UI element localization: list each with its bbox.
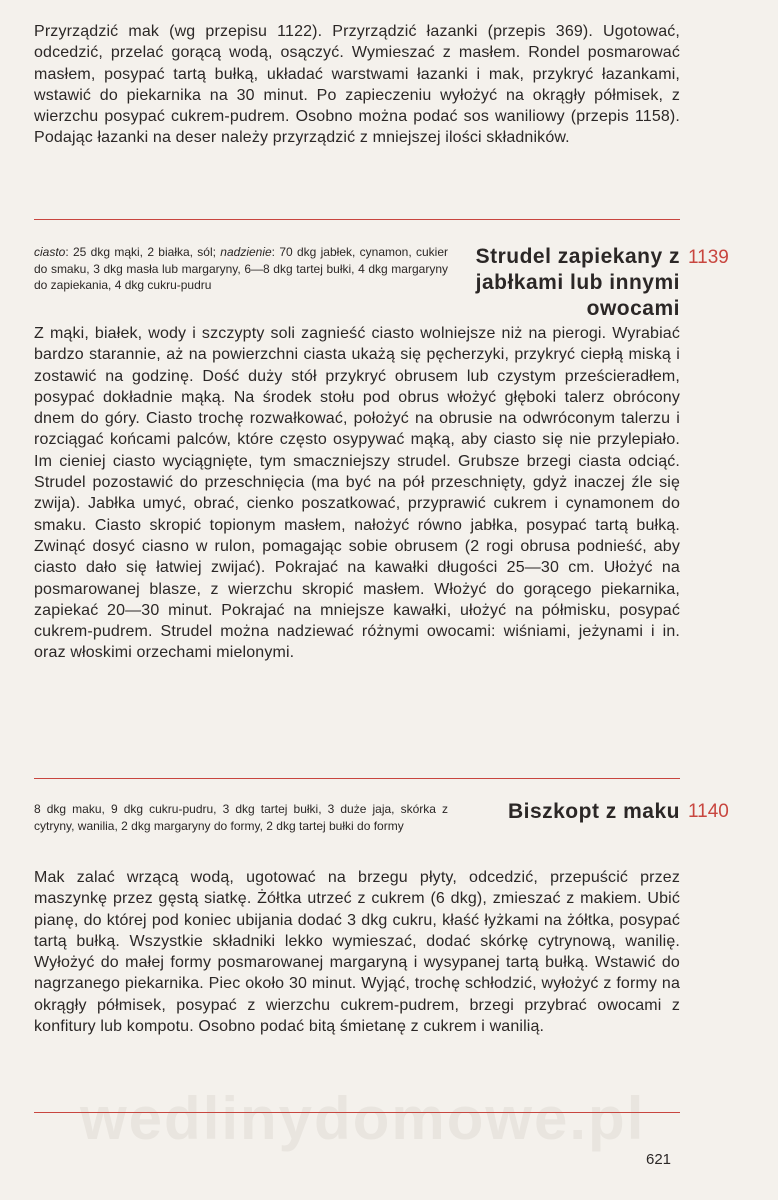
ingredients-filling-text: : 70 dkg jabłek, cynamon, cukier do smaku, 3 dkg masła lub margaryny, 6—8 dkg tartej bułki, 4 dkg margaryny do zapiekania, 4 dkg cukru-pudru: [34, 245, 448, 292]
page-number: 621: [646, 1151, 672, 1168]
intro-paragraph: Przyrządzić mak (wg przepisu 1122). Przyrządzić łazanki (przepis 369). Ugotować, odcedzić, przelać gorącą wodą, osączyć. Wymieszać z masłem. Rondel posmarować masłem, posypać tartą bułką, układać warstwami łazanki i mak, przykryć łazankami, wstawić do piekarnika na 30 minut. Po zapieczeniu wyłożyć na okrągły półmisek, z wierzchu posypać cukrem-pudrem. Osobno można podać sos waniliowy (przepis 1158). Podając łazanki na deser należy przyrządzić z mniejszej ilości składników.: [34, 23, 680, 147]
ingredients-label-dough: ciasto: [34, 245, 66, 259]
recipe-number-1140: 1140: [688, 801, 729, 822]
recipe-number-1139: 1139: [688, 247, 729, 268]
section-divider: [34, 778, 680, 779]
recipe-title-1140: Biszkopt z maku: [507, 800, 680, 823]
section-divider: [34, 1112, 680, 1113]
watermark: wedlinydomowe.pl: [80, 1085, 646, 1152]
ingredients-1139: [34, 244, 448, 294]
recipe-body-1139: Z mąki, białek, wody i szczypty soli zagnieść ciasto wolniejsze niż na pierogi. Wyrabiać bardzo starannie, aż na powierzchni ciasta ukażą się pęcherzyki, przykryć ciepłą miską i zostawić na godzinę. Dość duży stół przykryć obrusem lub czystym prześcieradłem, posypać dokładnie mąką. Na środek stołu pod obrus włożyć głęboki talerz obrócony dnem do góry. Ciasto trochę rozwałkować, położyć na obrusie na odwróconym talerzu i rozciągać końcami palców, które często osypywać mąką, aby ciasto się nie przylepiało. Im cieniej ciasto wyciągnięte, tym smaczniejszy strudel. Grubsze brzegi ciasta odciąć. Strudel pozostawić do przeschnięcia (ma być na pół przeschnięty, gdyż inaczej źle się zwija). Jabłka umyć, obrać, cienko poszatkować, przyprawić cukrem i cynamonem do smaku. Ciasto skropić topionym masłem, nałożyć równo jabłka, posypać tartą bułką. Zwinąć dosyć ciasno w rulon, pomagając sobie obrusem (2 rogi obrusa podnieść, aby ciasto dało się łatwiej zwijać). Pokrajać na kawałki długości 25—30 cm. Ułożyć na posmarowanej blasze, z wierzchu skropić masłem. Włożyć do gorącego piekarnika, zapiekać 20—30 minut. Pokrajać na mniejsze kawałki, ułożyć na półmisku, posypać cukrem-pudrem. Strudel można nadziewać różnymi owocami: wiśniami, jeżynami i in. oraz włoskimi orzechami mielonymi.: [34, 325, 680, 662]
recipe-body-1140: Mak zalać wrzącą wodą, ugotować na brzegu płyty, odcedzić, przepuścić przez maszynkę przez gęstą siatkę. Żółtka utrzeć z cukrem (6 dkg), zmieszać z makiem. Ubić pianę, do której pod koniec ubijania dodać 3 dkg cukru, kłaść łyżkami na żółtka, posypać tartą bułką. Wszystkie składniki lekko wymieszać, dodać skórkę cytrynową, wanilię. Wyłożyć do małej formy posmarowanej margaryną i wysypanej tartą bułką. Wstawić do nagrzanego piekarnika. Piec około 30 minut. Wyjąć, trochę schłodzić, wyłożyć z formy na okrągły półmisek, posypać z wierzchu cukrem-pudrem, brzegi przybrać owocami z konfitury lub kompotu. Osobno podać bitą śmietanę z cukrem i wanilią.: [34, 869, 680, 1036]
ingredients-label-filling: nadzienie: [220, 245, 272, 259]
section-divider: [34, 219, 680, 220]
ingredients-dough-text: : 25 dkg mąki, 2 białka, sól;: [65, 245, 221, 259]
recipe-title-1139: Strudel zapiekany z jabłkami lub innymi owocami: [475, 245, 680, 320]
ingredients-1140: 8 dkg maku, 9 dkg cukru-pudru, 3 dkg tartej bułki, 3 duże jaja, skórka z cytryny, wanilia, 2 dkg margaryny do formy, 2 dkg tartej bułki do formy: [34, 802, 448, 833]
